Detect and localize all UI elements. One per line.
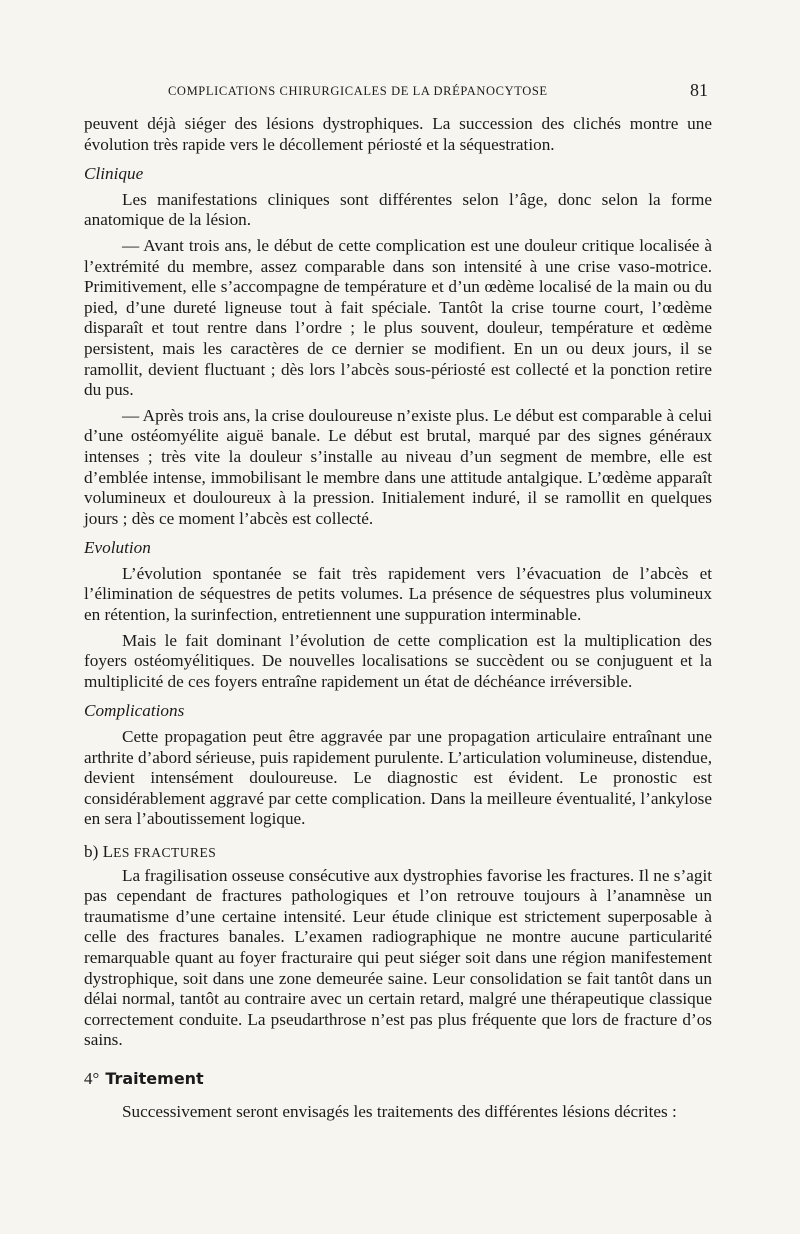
section-number: 4°	[84, 1068, 100, 1088]
body-text	[84, 114, 712, 1122]
section-heading-evolution: Evolution	[84, 538, 151, 558]
subsection-small-caps: ES FRACTURES	[113, 845, 217, 860]
section-title: Traitement	[105, 1068, 204, 1088]
page-number: 81	[690, 80, 708, 100]
running-title: COMPLICATIONS CHIRURGICALES DE LA DRÉPANOCYTOSE	[168, 84, 548, 98]
section-heading-complications: Complications	[84, 701, 185, 721]
section-heading-traitement	[84, 1069, 712, 1090]
paragraph: — Avant trois ans, le début de cette complication est une douleur critique localisée à l’extrémité du membre, assez comparable dans son intensité à une crise vaso-motrice. Primitivement, elle s’accompagne de température et d’un œdème localisé de la main ou du pied, d’une dureté ligneuse tout à fait spéciale. Tantôt la crise tourne court, l’œdème disparaît et tout rentre dans l’ordre ; le plus souvent, douleur, température et œdème persistent, mais les caractères de ce dernier se modifient. En un ou deux jours, il se ramollit, devient fluctuant ; dès lors l’abcès sous-périosté est collecté et la ponction retire du pus.	[84, 235, 712, 400]
paragraph: Les manifestations cliniques sont différentes selon l’âge, donc selon la forme anatomique de la lésion.	[84, 189, 712, 230]
paragraph: Cette propagation peut être aggravée par une propagation articulaire entraînant une arthrite d’abord sérieuse, puis rapidement purulente. L’articulation volumineuse, distendue, devient intensément douloureuse. Le diagnostic est évident. Le pronostic est considérablement aggravé par cette complication. Dans la meilleure éventualité, l’ankylose en sera l’aboutissement logique.	[84, 727, 712, 829]
paragraph: La fragilisation osseuse consécutive aux dystrophies favorise les fractures. Il ne s’agit pas cependant de fractures pathologiques et l’on retrouve toujours à l’anamnèse un traumatisme d’une certaine intensité. Leur étude clinique est strictement superposable à celle des fractures banales. L’examen radiographique ne montre aucune particularité remarquable quant au foyer fracturaire qui peut siéger soit dans une région manifestement dystrophique, soit dans une zone demeurée saine. Leur consolidation se fait tantôt dans un délai normal, tantôt au contraire avec un certain retard, malgré une thérapeutique classique correctement conduite. La pseudarthrose n’est pas plus fréquente que lors de fracture d’os sains.	[84, 865, 712, 1050]
paragraph: — Après trois ans, la crise douloureuse n’existe plus. Le début est comparable à celui d’une ostéomyélite aiguë banale. Le début est brutal, marqué par des signes généraux intenses ; très vite la douleur s’installe au niveau d’un segment de membre, elle est d’emblée intense, immobilisant le membre dans une attitude antalgique. L’œdème apparaît volumineux et douloureux à la pression. Initialement induré, il se ramollit en quelques jours ; dès ce moment l’abcès est collecté.	[84, 405, 712, 528]
paragraph: Successivement seront envisagés les traitements des différentes lésions décrites :	[122, 1101, 677, 1121]
paragraph: L’évolution spontanée se fait très rapidement vers l’évacuation de l’abcès et l’élimination de séquestres de petits volumes. La présence de séquestres plus volumineux en rétention, la surinfection, entretiennent une suppuration interminable.	[84, 563, 712, 625]
subsection-heading-fractures	[84, 842, 712, 864]
paragraph: Mais le fait dominant l’évolution de cette complication est la multiplication des foyers ostéomyélitiques. De nouvelles localisations se succèdent ou se conjuguent et la multiplicité de ces foyers entraîne rapidement un état de déchéance irréversible.	[84, 630, 712, 691]
subsection-prefix: b) L	[84, 842, 114, 861]
page-header	[0, 80, 800, 104]
section-heading-clinique: Clinique	[84, 164, 144, 184]
paragraph: peuvent déjà siéger des lésions dystrophiques. La succession des clichés montre une évolution très rapide vers le décollement périosté et la séquestration.	[84, 114, 712, 154]
